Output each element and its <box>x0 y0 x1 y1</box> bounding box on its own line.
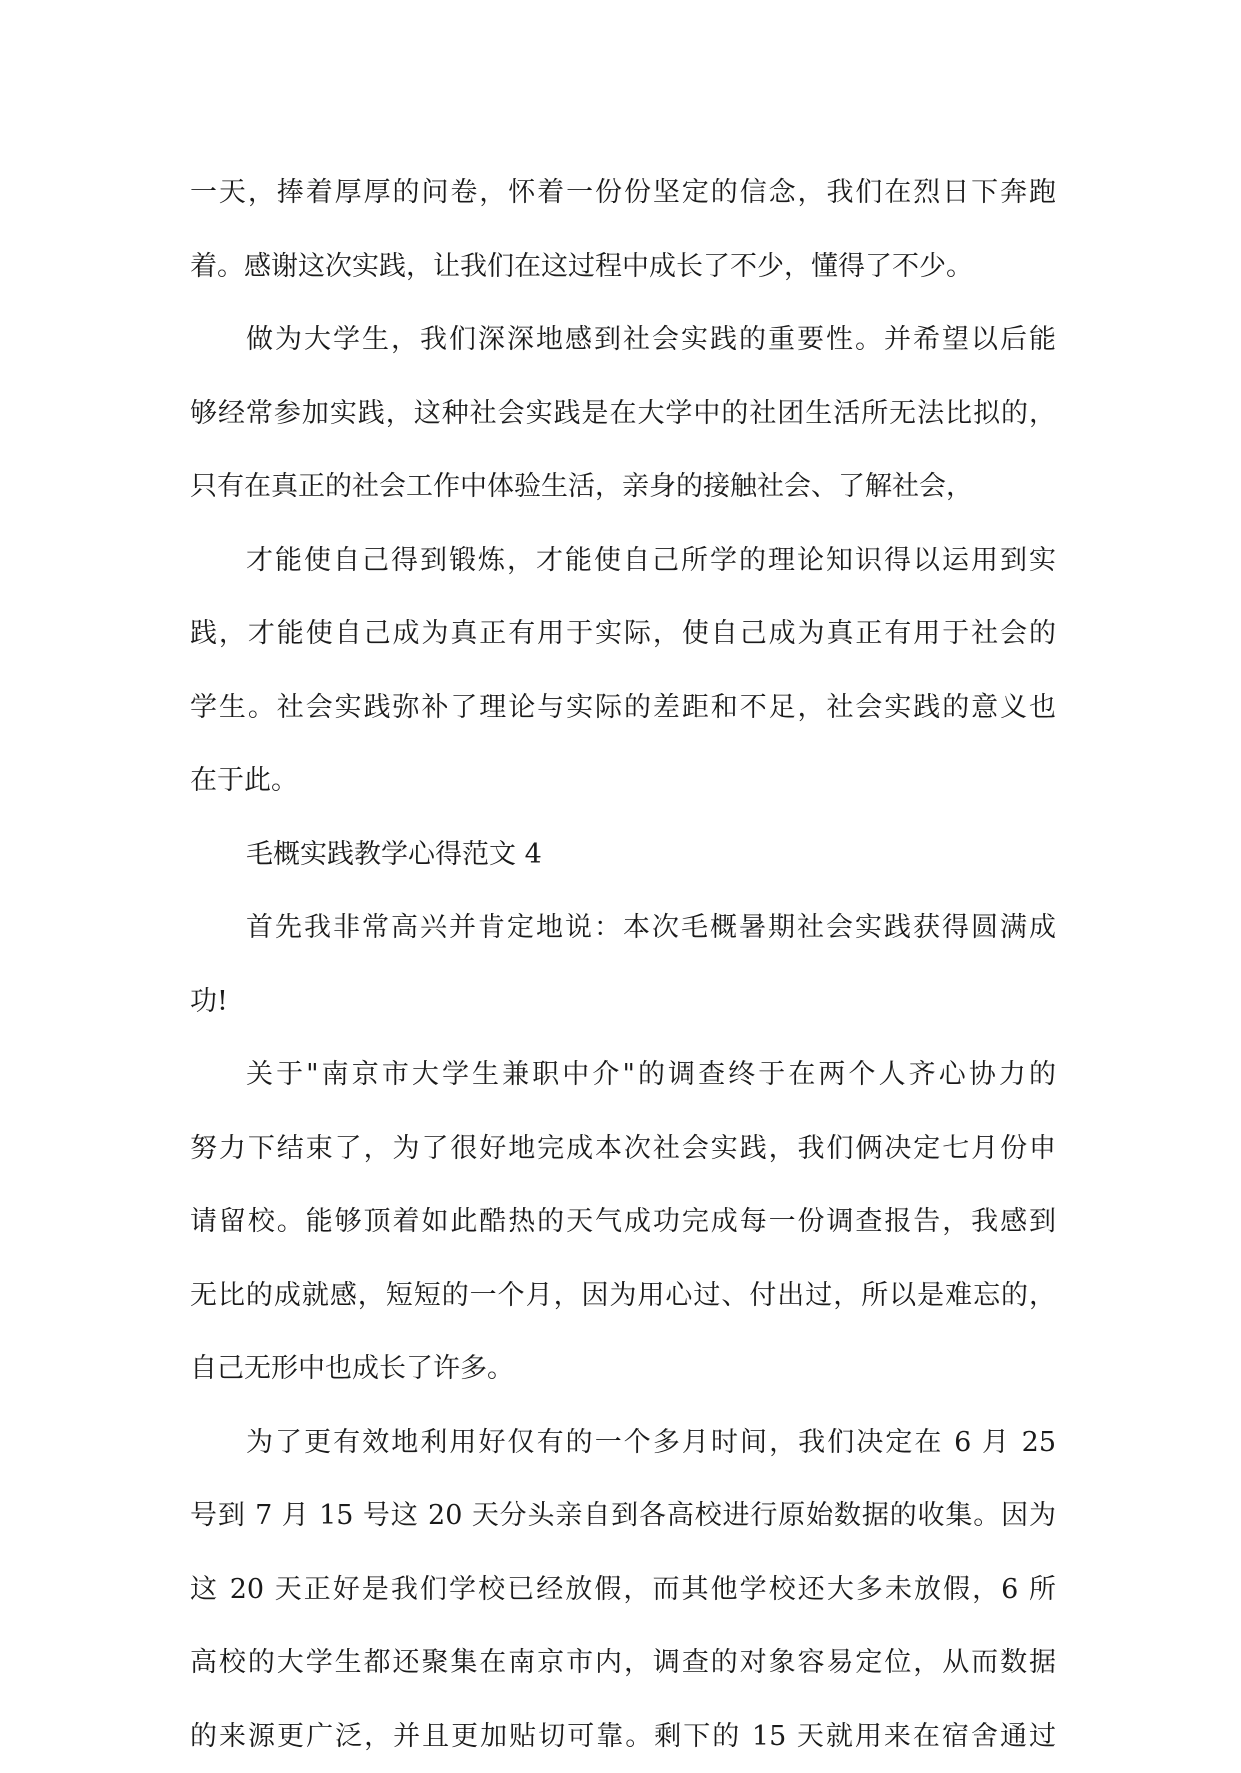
text-line: 高校的大学生都还聚集在南京市内，调查的对象容易定位，从而数据 <box>190 1626 1056 1700</box>
text-line: 为了更有效地利用好仅有的一个多月时间，我们决定在 6 月 25 <box>190 1406 1056 1480</box>
text-line: 在于此。 <box>190 744 1056 818</box>
text-line: 功! <box>190 965 1056 1039</box>
document-body <box>190 156 1056 1773</box>
text-line: 号到 7 月 15 号这 20 天分头亲自到各高校进行原始数据的收集。因为 <box>190 1479 1056 1553</box>
text-line: 学生。社会实践弥补了理论与实际的差距和不足，社会实践的意义也 <box>190 671 1056 745</box>
text-line: 够经常参加实践，这种社会实践是在大学中的社团生活所无法比拟的， <box>190 377 1056 451</box>
text-line: 请留校。能够顶着如此酷热的天气成功完成每一份调查报告，我感到 <box>190 1185 1056 1259</box>
text-line: 自己无形中也成长了许多。 <box>190 1332 1056 1406</box>
text-line: 努力下结束了，为了很好地完成本次社会实践，我们俩决定七月份申 <box>190 1112 1056 1186</box>
text-line: 着。感谢这次实践，让我们在这过程中成长了不少，懂得了不少。 <box>190 230 1056 304</box>
text-line: 首先我非常高兴并肯定地说：本次毛概暑期社会实践获得圆满成 <box>190 891 1056 965</box>
text-line: 只有在真正的社会工作中体验生活，亲身的接触社会、了解社会， <box>190 450 1056 524</box>
text-line: 的来源更广泛，并且更加贴切可靠。剩下的 15 天就用来在宿舍通过 <box>190 1700 1056 1773</box>
text-line: 无比的成就感，短短的一个月，因为用心过、付出过，所以是难忘的， <box>190 1259 1056 1333</box>
text-line: 做为大学生，我们深深地感到社会实践的重要性。并希望以后能 <box>190 303 1056 377</box>
section-heading: 毛概实践教学心得范文 4 <box>190 818 1056 892</box>
text-line: 这 20 天正好是我们学校已经放假，而其他学校还大多未放假，6 所 <box>190 1553 1056 1627</box>
text-line: 一天，捧着厚厚的问卷，怀着一份份坚定的信念，我们在烈日下奔跑 <box>190 156 1056 230</box>
text-line: 践，才能使自己成为真正有用于实际，使自己成为真正有用于社会的 <box>190 597 1056 671</box>
text-line: 才能使自己得到锻炼，才能使自己所学的理论知识得以运用到实 <box>190 524 1056 598</box>
text-line: 关于"南京市大学生兼职中介"的调查终于在两个人齐心协力的 <box>190 1038 1056 1112</box>
